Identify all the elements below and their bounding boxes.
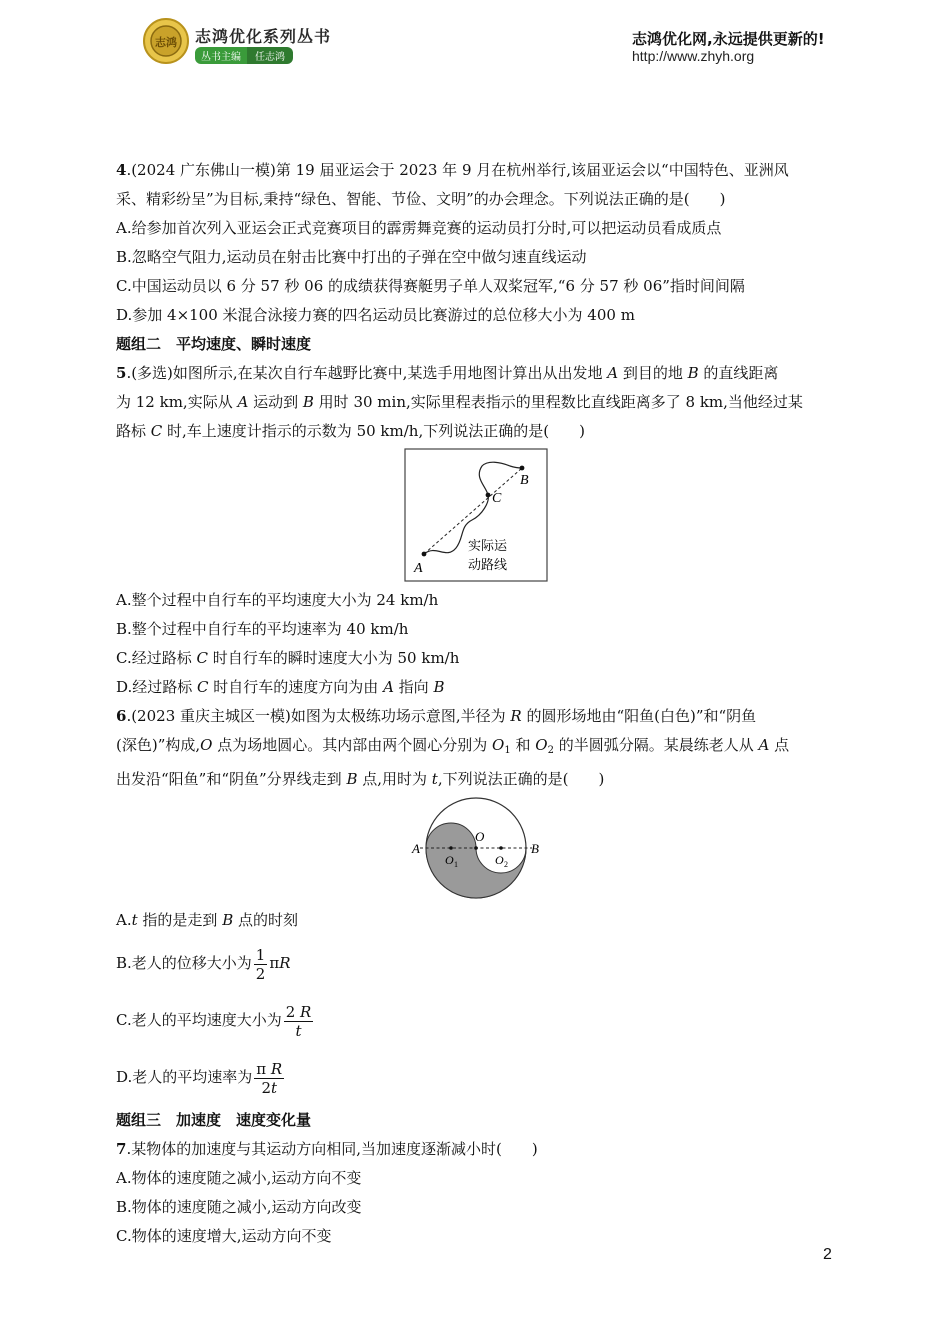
q7-option-c: C.物体的速度增大,运动方向不变	[116, 1227, 332, 1245]
q6-var-t: t	[131, 911, 138, 929]
q6-text: (深色)”构成,	[116, 736, 201, 754]
q5-text: 为 12 km,实际从	[116, 393, 238, 411]
frac-numerator: 1	[255, 945, 266, 964]
label-b: B	[520, 473, 529, 488]
point-a	[422, 552, 427, 557]
q5-text: .(多选)如图所示,在某次自行车越野比赛中,某选手用地图计算出从出发地	[126, 364, 608, 382]
label-c: C	[492, 491, 502, 506]
q6-var-o1: O	[492, 736, 505, 754]
q6-text: A.	[116, 911, 132, 929]
site-url[interactable]: http://www.zhyh.org	[632, 48, 755, 64]
q5-var-b: B	[302, 393, 314, 411]
q5-var-c: C	[150, 422, 163, 440]
q6-sub-1: 1	[504, 745, 511, 756]
q6-stem-line3	[116, 765, 836, 794]
q6-text: 点为场地圆心。其内部由两个圆心分别为	[212, 736, 493, 754]
q6-var-o2: O	[535, 736, 548, 754]
q7-option-a: A.物体的速度随之减小,运动方向不变	[116, 1169, 362, 1187]
q6-var-t: t	[270, 1078, 278, 1097]
q5-var-c: C	[196, 649, 208, 667]
q6-var-r: R	[300, 1002, 312, 1021]
point-o	[474, 846, 478, 850]
q5-text: 时,车上速度计指示的示数为 50 km/h,下列说法正确的是( )	[162, 422, 585, 440]
bike-route-diagram	[404, 448, 548, 582]
q6-option-b	[116, 935, 836, 992]
q6-text: 的圆形场地由“阳鱼(白色)”和“阴鱼	[521, 707, 757, 725]
q7-number: 7	[116, 1140, 127, 1158]
q6-text: 指的是走到	[137, 911, 223, 929]
fraction-one-half	[254, 946, 268, 983]
q5-option-d	[116, 673, 836, 702]
q6-number: 6	[116, 707, 127, 725]
q4-option-b: B.忽略空气阻力,运动员在射击比赛中打出的子弹在空中做匀速直线运动	[116, 248, 587, 266]
q5-var-a: A	[237, 393, 249, 411]
frac-denominator: 2	[255, 964, 266, 983]
q4-stem-text1: .(2024 广东佛山一模)第 19 届亚运会于 2023 年 9 月在杭州举行,该届亚运会以“中国特色、亚洲风	[126, 161, 789, 179]
q5-option-a: A.整个过程中自行车的平均速度大小为 24 km/h	[116, 591, 439, 609]
q5-stem-line3	[116, 417, 836, 446]
q6-text: ,下列说法正确的是( )	[437, 770, 605, 788]
frac-den-2: 2	[261, 1078, 271, 1097]
q6-var-a: A	[758, 736, 770, 754]
logo-text: 志鸿	[155, 36, 177, 49]
frac-denominator	[259, 1079, 279, 1097]
fraction-pir-over-2t	[254, 1060, 284, 1097]
q4-option-a: A.给参加首次列入亚运会正式竞赛项目的霹雳舞竞赛的运动员打分时,可以把运动员看成质点	[116, 219, 722, 237]
q5-stem-line1	[116, 359, 836, 388]
brand-title: 志鸿优化系列丛书	[195, 27, 332, 46]
q6-text: 和	[510, 736, 536, 754]
q4-option-d: D.参加 4×100 米混合泳接力赛的四名运动员比赛游过的总位移大小为 400 m	[116, 306, 635, 324]
q6-text: 的半圆弧分隔。某晨练老人从	[553, 736, 759, 754]
q6-var-b: B	[346, 770, 358, 788]
frac-denominator	[294, 1022, 304, 1040]
q5-text: 到目的地	[618, 364, 688, 382]
route-label-1: 实际运	[468, 539, 508, 554]
q5-number: 5	[116, 364, 127, 382]
page-content	[116, 156, 836, 1251]
q5-option-b: B.整个过程中自行车的平均速率为 40 km/h	[116, 620, 409, 638]
q5-var-a: A	[383, 678, 394, 696]
q5-text: D.经过路标	[116, 678, 198, 696]
q6-var-t: t	[295, 1021, 302, 1040]
q7-stem-text: .某物体的加速度与其运动方向相同,当加速度逐渐减小时( )	[126, 1140, 538, 1158]
q5-var-b: B	[433, 678, 445, 696]
q4-option-c: C.中国运动员以 6 分 57 秒 06 的成绩获得赛艇男子单人双桨冠军,“6 分 57 秒 06”指时间间隔	[116, 277, 745, 295]
q4-stem-line1	[116, 156, 836, 185]
q6-text: 点	[769, 736, 790, 754]
label-o2-sub: 2	[504, 860, 508, 869]
q6-text: 出发沿“阳鱼”和“阴鱼”分界线走到	[116, 770, 347, 788]
q5-text: 用时 30 min,实际里程表指示的里程数比直线距离多了 8 km,当他经过某	[313, 393, 803, 411]
brand-logo-icon	[143, 18, 189, 64]
q5-text: 的直线距离	[698, 364, 779, 382]
q5-text: 路标	[116, 422, 151, 440]
q6-stem-line2	[116, 731, 836, 765]
q6-text: 点,用时为	[357, 770, 432, 788]
route-label-2: 动路线	[468, 558, 508, 573]
point-o2	[499, 846, 503, 850]
q6-text: C.老人的平均速度大小为	[116, 1011, 282, 1029]
q5-figure	[116, 448, 836, 586]
q6-var-r: R	[270, 1059, 283, 1078]
q6-var-t: t	[431, 770, 438, 788]
q6-option-a	[116, 906, 836, 935]
q6-text: .(2023 重庆主城区一模)如图为太极练功场示意图,半径为	[126, 707, 511, 725]
label-o: O	[475, 829, 485, 844]
label-a: A	[414, 561, 423, 576]
taiji-diagram	[406, 796, 546, 902]
label-o2: O	[495, 853, 504, 867]
section-heading-3: 题组三 加速度 速度变化量	[116, 1111, 312, 1129]
q6-option-c	[116, 992, 836, 1049]
pi-symbol: π	[269, 954, 280, 972]
point-c	[486, 493, 491, 498]
site-slogan: 志鸿优化网,永远提供更新的!	[632, 30, 825, 48]
q6-var-r: R	[279, 954, 291, 972]
frac-numerator	[284, 1003, 314, 1022]
label-a: A	[412, 841, 420, 856]
q6-var-b: B	[222, 911, 234, 929]
q6-option-d	[116, 1049, 836, 1106]
editor-name: 任志鸿	[247, 47, 293, 64]
q5-text: 指向	[393, 678, 434, 696]
q5-text: 运动到	[248, 393, 303, 411]
label-o1-sub: 1	[454, 860, 458, 869]
q5-text: C.经过路标	[116, 649, 197, 667]
q5-var-b: B	[687, 364, 699, 382]
q6-sub-2: 2	[547, 745, 554, 756]
q5-text: 时自行车的瞬时速度大小为 50 km/h	[207, 649, 460, 667]
page-header	[0, 0, 950, 80]
brand-editor	[195, 47, 293, 64]
editor-label: 丛书主编	[195, 47, 247, 64]
q6-text: D.老人的平均速率为	[116, 1068, 253, 1086]
point-o1	[449, 846, 453, 850]
page-number: 2	[823, 1246, 832, 1263]
q6-text: B.老人的位移大小为	[116, 954, 252, 972]
q5-var-c: C	[197, 678, 209, 696]
label-o1: O	[445, 853, 454, 867]
frac-num-2: 2	[285, 1002, 296, 1021]
pi-symbol: π	[256, 1059, 267, 1078]
q4-number: 4	[116, 161, 127, 179]
q6-var-r: R	[510, 707, 522, 725]
fraction-2r-over-t	[284, 1003, 314, 1040]
q5-option-c	[116, 644, 836, 673]
frac-numerator	[254, 1060, 284, 1079]
section-heading-2: 题组二 平均速度、瞬时速度	[116, 335, 312, 353]
point-b	[520, 466, 525, 471]
q6-var-o: O	[200, 736, 213, 754]
label-b: B	[531, 841, 539, 856]
q6-figure	[116, 796, 836, 906]
q6-text: 点的时刻	[233, 911, 298, 929]
q7-option-b: B.物体的速度随之减小,运动方向改变	[116, 1198, 362, 1216]
q5-text: 时自行车的速度方向为由	[208, 678, 384, 696]
q5-stem-line2	[116, 388, 836, 417]
q7-stem	[116, 1135, 836, 1164]
q6-stem-line1	[116, 702, 836, 731]
q5-var-a: A	[607, 364, 619, 382]
q4-stem-line2: 采、精彩纷呈”为目标,秉持“绿色、智能、节俭、文明”的办会理念。下列说法正确的是( )	[116, 190, 726, 208]
